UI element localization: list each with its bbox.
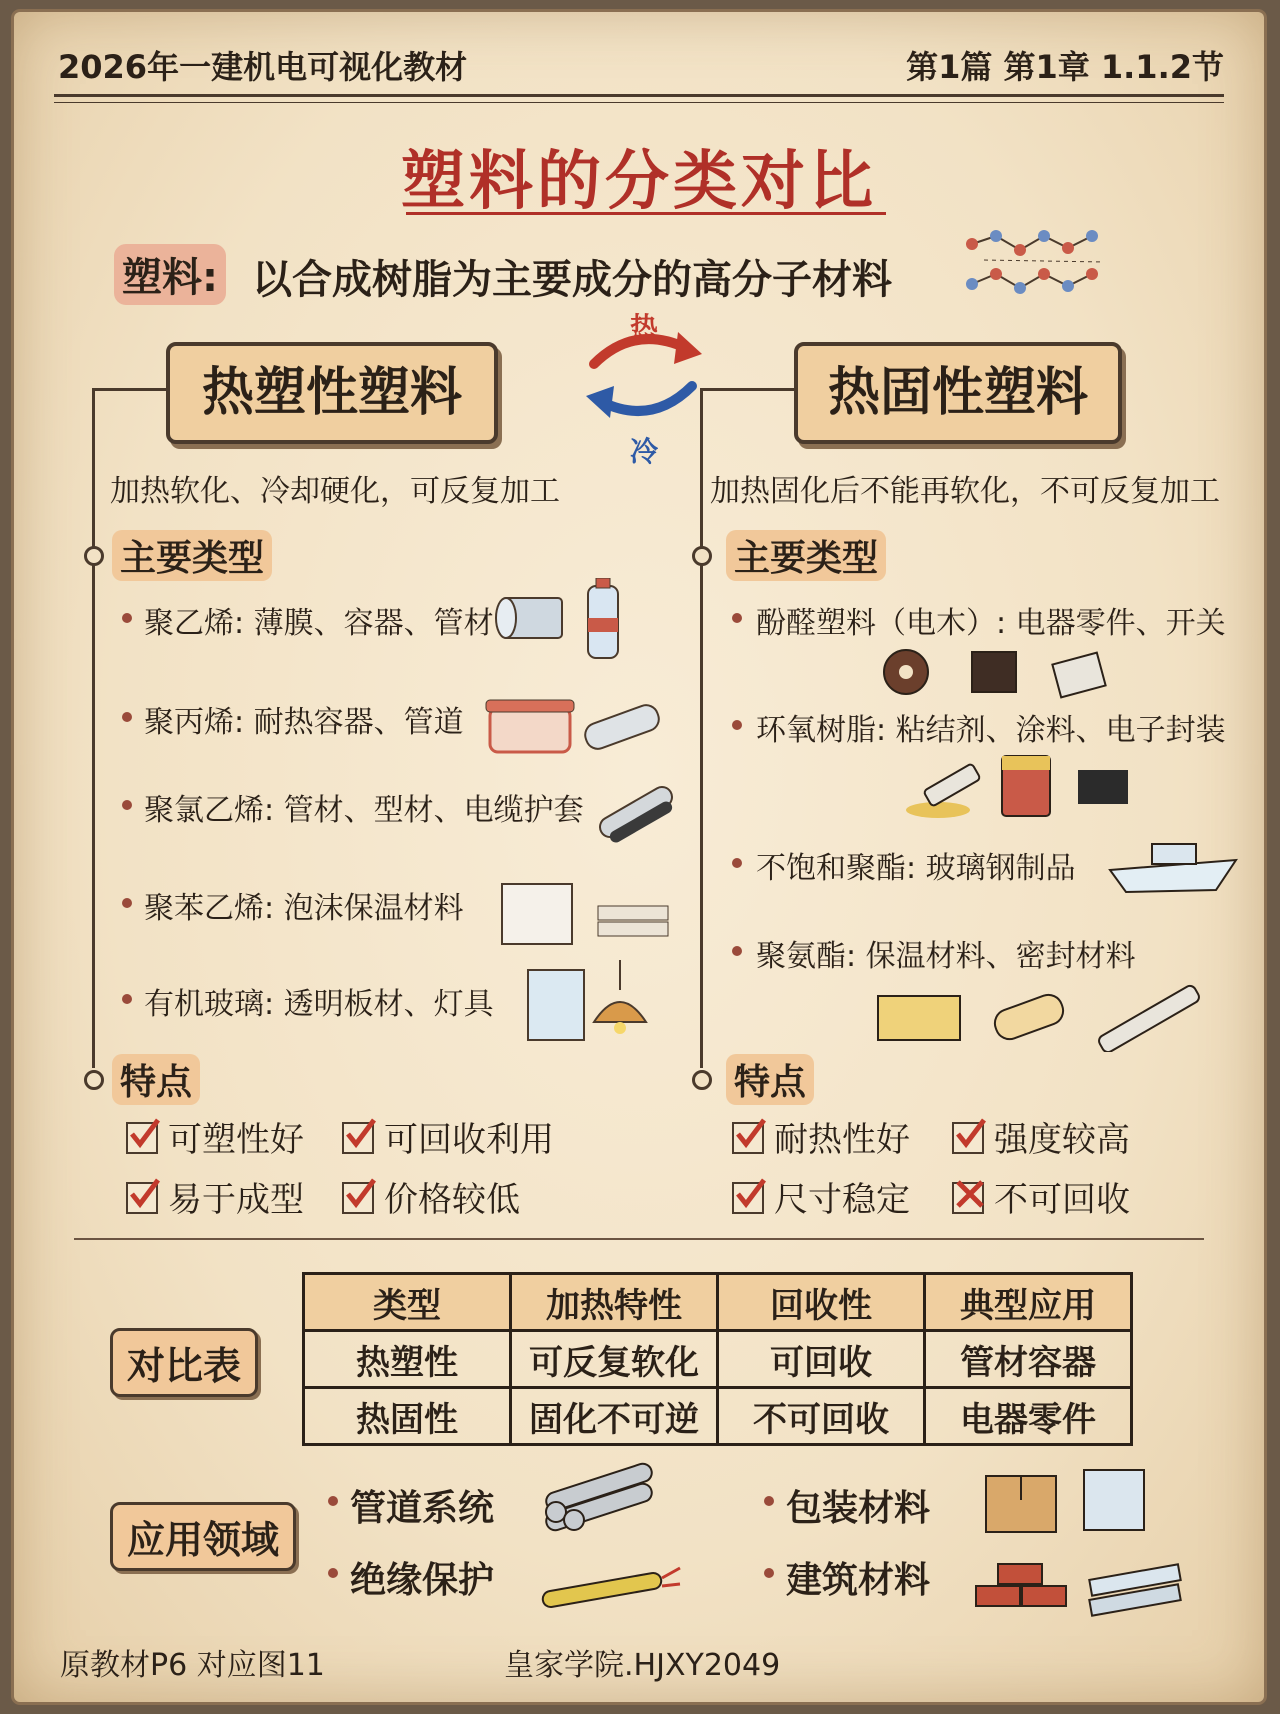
title-underline	[406, 212, 886, 215]
tree-node	[84, 1070, 104, 1090]
table-header-cell: 类型	[304, 1274, 511, 1331]
table-header-cell: 加热特性	[511, 1274, 718, 1331]
molecule-chain-icon	[964, 222, 1114, 302]
bullet-dot	[732, 946, 742, 956]
left-type-item: 聚乙烯: 薄膜、容器、管材	[144, 606, 494, 641]
bullet-dot	[122, 800, 132, 810]
application-item: 建筑材料	[786, 1560, 931, 1601]
comparison-label: 对比表	[110, 1328, 258, 1397]
application-item: 绝缘保护	[350, 1560, 495, 1601]
bullet-dot	[732, 720, 742, 730]
left-feature: 价格较低	[384, 1180, 520, 1220]
right-type-item: 环氧树脂: 粘结剂、涂料、电子封装	[756, 713, 1226, 748]
left-features-label: 特点	[112, 1054, 200, 1105]
header-rule	[54, 94, 1224, 97]
tree-node	[692, 1070, 712, 1090]
bullet-dot	[732, 858, 742, 868]
header-rule-thin	[54, 102, 1224, 103]
footer-source: 原教材P6 对应图11	[60, 1648, 325, 1683]
bricks-panels-icon	[970, 1552, 1190, 1622]
glue-paint-chip-icon	[898, 746, 1138, 826]
paper-sheet	[14, 12, 1264, 1702]
right-feature: 强度较高	[994, 1120, 1130, 1160]
page-title: 塑料的分类对比	[401, 145, 877, 219]
bullet-dot	[328, 1496, 338, 1506]
left-types-label: 主要类型	[112, 530, 272, 581]
footer-credit: 皇家学院.HJXY2049	[504, 1648, 781, 1683]
right-tree-line	[700, 388, 703, 1068]
check-icon	[126, 1122, 158, 1154]
left-type-item: 聚丙烯: 耐热容器、管道	[144, 705, 464, 740]
tree-node	[692, 546, 712, 566]
pu-foam-sealant-icon	[874, 972, 1234, 1052]
table-cell: 管材容器	[925, 1331, 1132, 1388]
bullet-dot	[122, 712, 132, 722]
insulated-cable-icon	[534, 1558, 684, 1618]
header-section-ref: 第1篇 第1章 1.1.2节	[906, 48, 1224, 86]
bullet-dot	[122, 898, 132, 908]
bullet-dot	[764, 1496, 774, 1506]
film-roll-bottle-icon	[492, 578, 632, 668]
table-header-cell: 典型应用	[925, 1274, 1132, 1331]
container-pipe-icon	[484, 688, 664, 768]
right-tree-stub	[700, 388, 794, 391]
thermoset-title-box: 热固性塑料	[794, 342, 1122, 444]
table-cell: 可回收	[718, 1331, 925, 1388]
right-type-item: 不饱和聚酯: 玻璃钢制品	[756, 851, 1076, 886]
bullet-dot	[122, 994, 132, 1004]
table-header-row	[304, 1274, 1132, 1331]
check-icon	[732, 1182, 764, 1214]
section-divider	[74, 1238, 1204, 1240]
fiberglass-boat-icon	[1104, 834, 1244, 904]
right-features-label: 特点	[726, 1054, 814, 1105]
table-cell: 不可回收	[718, 1388, 925, 1445]
tree-node	[84, 546, 104, 566]
check-icon	[732, 1122, 764, 1154]
table-cell: 热固性	[304, 1388, 511, 1445]
right-feature: 不可回收	[994, 1180, 1130, 1220]
left-tree-line	[92, 388, 95, 1068]
table-cell: 固化不可逆	[511, 1388, 718, 1445]
left-type-item: 聚苯乙烯: 泡沫保温材料	[144, 891, 464, 926]
left-feature: 可塑性好	[168, 1120, 304, 1160]
check-icon	[342, 1122, 374, 1154]
thermoplastic-desc: 加热软化、冷却硬化，可反复加工	[110, 474, 560, 509]
left-type-item: 聚氯乙烯: 管材、型材、电缆护套	[144, 793, 584, 828]
right-feature: 耐热性好	[774, 1120, 910, 1160]
left-tree-stub	[92, 388, 166, 391]
right-type-item: 酚醛塑料（电木）: 电器零件、开关	[756, 606, 1226, 641]
applications-label: 应用领域	[110, 1502, 296, 1571]
left-feature: 易于成型	[168, 1180, 304, 1220]
application-item: 管道系统	[350, 1488, 495, 1529]
table-row	[304, 1331, 1132, 1388]
bullet-dot	[732, 613, 742, 623]
hot-label: 热	[630, 311, 659, 344]
bullet-dot	[764, 1568, 774, 1578]
definition-tag: 塑料:	[114, 244, 226, 305]
thermoplastic-title-box: 热塑性塑料	[166, 342, 498, 444]
application-item: 包装材料	[786, 1488, 931, 1529]
bakelite-parts-icon	[872, 642, 1122, 702]
right-type-item: 聚氨酯: 保温材料、密封材料	[756, 939, 1136, 974]
box-foil-icon	[980, 1460, 1160, 1540]
thermoset-desc: 加热固化后不能再软化，不可反复加工	[710, 474, 1220, 509]
cross-icon	[952, 1182, 984, 1214]
pvc-pipe-cable-icon	[592, 772, 682, 852]
table-row	[304, 1388, 1132, 1445]
left-type-item: 有机玻璃: 透明板材、灯具	[144, 987, 494, 1022]
bullet-dot	[328, 1568, 338, 1578]
table-cell: 电器零件	[925, 1388, 1132, 1445]
check-icon	[342, 1182, 374, 1214]
table-header-cell: 回收性	[718, 1274, 925, 1331]
table-cell: 可反复软化	[511, 1331, 718, 1388]
table-cell: 热塑性	[304, 1331, 511, 1388]
right-feature: 尺寸稳定	[774, 1180, 910, 1220]
acrylic-sheet-lamp-icon	[524, 960, 684, 1050]
left-feature: 可回收利用	[384, 1120, 554, 1160]
comparison-table	[302, 1272, 1133, 1446]
foam-block-icon	[498, 872, 678, 952]
header-book-title: 2026年一建机电可视化教材	[58, 48, 468, 86]
definition-text: 以合成树脂为主要成分的高分子材料	[252, 257, 892, 303]
cold-label: 冷	[630, 435, 659, 468]
check-icon	[126, 1182, 158, 1214]
check-icon	[952, 1122, 984, 1154]
right-types-label: 主要类型	[726, 530, 886, 581]
pipe-bundle-icon	[534, 1458, 674, 1538]
bullet-dot	[122, 613, 132, 623]
